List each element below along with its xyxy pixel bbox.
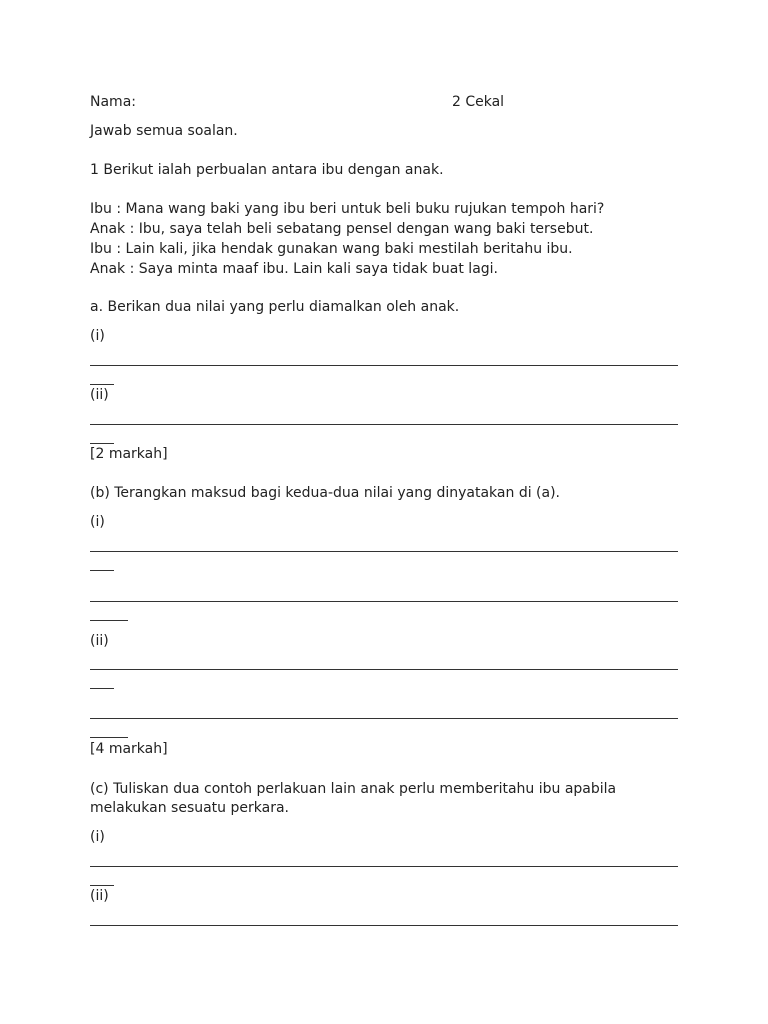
question-1-intro: 1 Berikut ialah perbualan antara ibu dengan anak. xyxy=(90,162,444,178)
part-b-item-ii: (ii) xyxy=(90,633,109,649)
answer-line-tail xyxy=(90,737,128,738)
dialogue-line: Anak : Ibu, saya telah beli sebatang pensel dengan wang baki tersebut. xyxy=(90,221,594,237)
answer-line xyxy=(90,551,678,552)
answer-line xyxy=(90,866,678,867)
dialogue-line: Anak : Saya minta maaf ibu. Lain kali saya tidak buat lagi. xyxy=(90,261,499,277)
part-b-question: (b) Terangkan maksud bagi kedua-dua nilai yang dinyatakan di (a). xyxy=(90,485,560,501)
part-a-item-ii: (ii) xyxy=(90,387,109,403)
answer-line-tail xyxy=(90,570,114,571)
part-b-marks: [4 markah] xyxy=(90,741,168,757)
part-a-marks: [2 markah] xyxy=(90,446,168,462)
answer-line-tail xyxy=(90,620,128,621)
part-c-question-line-2: melakukan sesuatu perkara. xyxy=(90,800,289,816)
part-a-question: a. Berikan dua nilai yang perlu diamalkan oleh anak. xyxy=(90,299,460,315)
answer-line-tail xyxy=(90,688,114,689)
part-c-item-i: (i) xyxy=(90,829,105,845)
class-label: 2 Cekal xyxy=(452,94,505,110)
answer-line xyxy=(90,365,678,366)
part-b-item-i: (i) xyxy=(90,514,105,530)
answer-line xyxy=(90,718,678,719)
answer-line xyxy=(90,925,678,926)
part-c-question-line-1: (c) Tuliskan dua contoh perlakuan lain anak perlu memberitahu ibu apabila xyxy=(90,781,617,797)
answer-line xyxy=(90,424,678,425)
answer-line xyxy=(90,601,678,602)
instruction: Jawab semua soalan. xyxy=(90,123,238,139)
part-c-item-ii: (ii) xyxy=(90,888,109,904)
answer-line xyxy=(90,669,678,670)
dialogue-line: Ibu : Mana wang baki yang ibu beri untuk beli buku rujukan tempoh hari? xyxy=(90,201,605,217)
part-a-item-i: (i) xyxy=(90,328,105,344)
name-label: Nama: xyxy=(90,94,136,110)
dialogue-line: Ibu : Lain kali, jika hendak gunakan wang baki mestilah beritahu ibu. xyxy=(90,241,573,257)
